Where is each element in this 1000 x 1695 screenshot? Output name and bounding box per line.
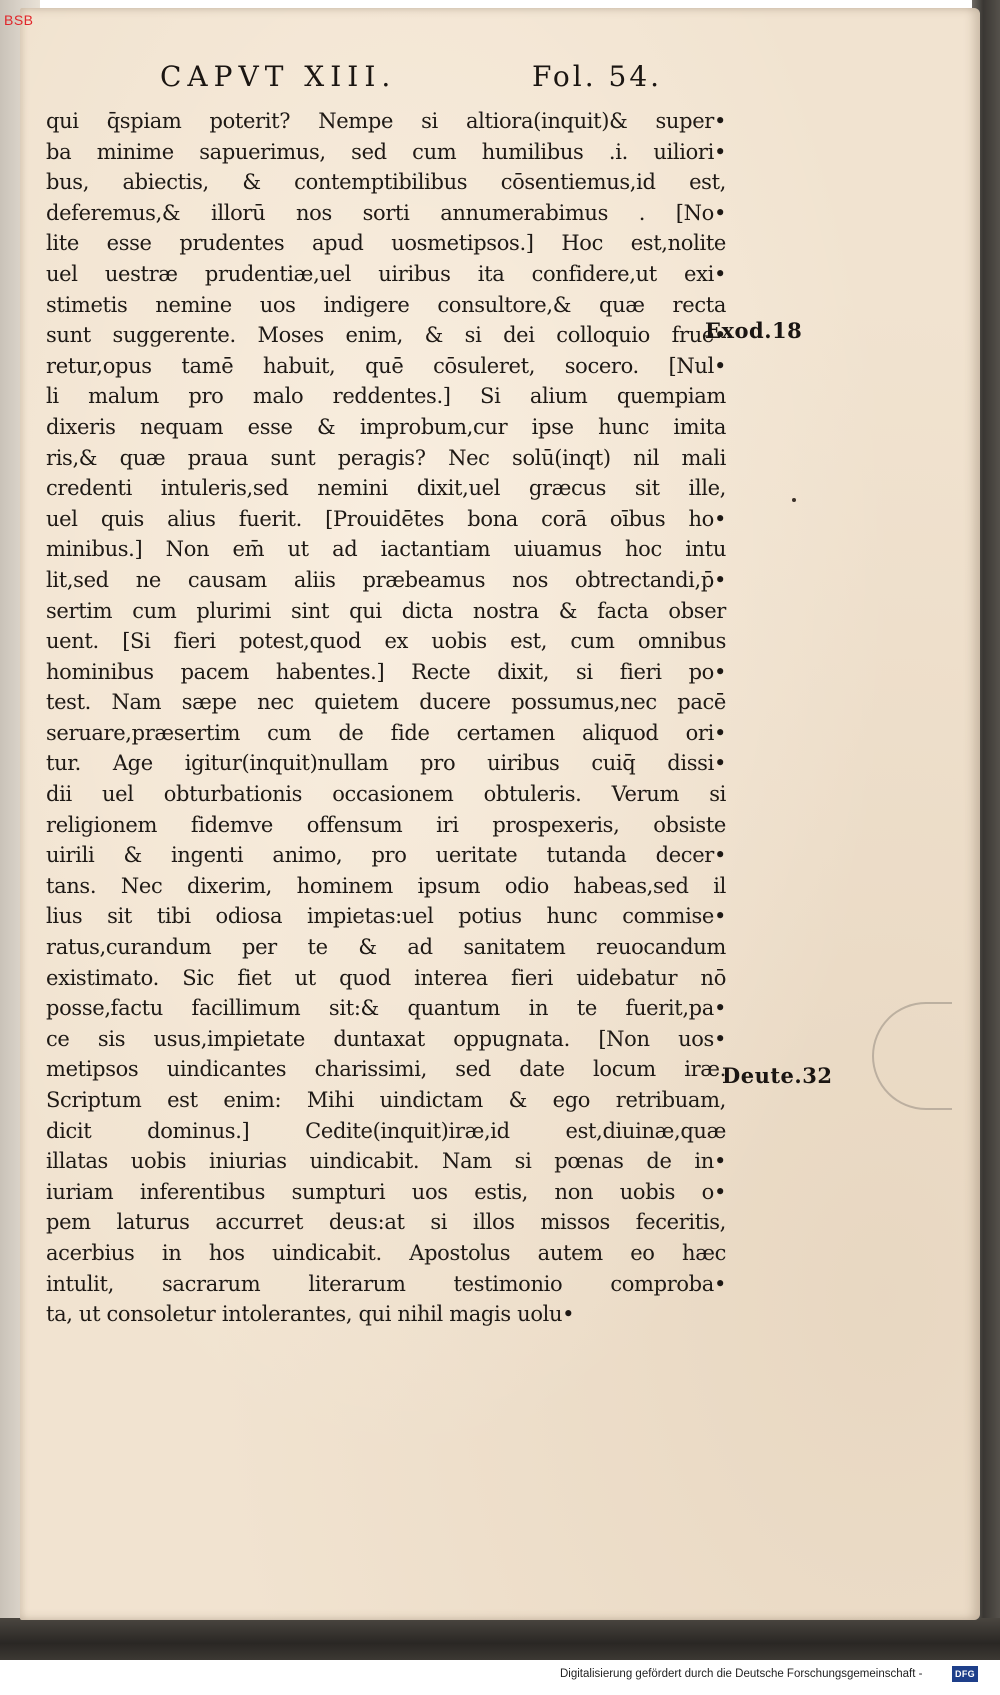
text-line: bus, abiectis, & contemptibilibus cōsentiemus,id est,: [46, 170, 726, 195]
text-line: dixeris nequam esse & improbum,cur ipse hunc imita: [46, 414, 726, 439]
text-line: iuriam inferentibus sumpturi uos estis, non uobis o•: [46, 1179, 726, 1204]
text-line: uel quis alius fuerit. [Prouidētes bona corā oībus ho•: [46, 506, 726, 531]
text-line: stimetis nemine uos indigere consultore,& quæ recta: [46, 292, 726, 317]
dfg-logo: DFG: [952, 1666, 978, 1682]
text-line: tur. Age igitur(inquit)nullam pro uiribus cuiq̄ dissi•: [46, 751, 726, 776]
bsb-watermark: BSB: [4, 12, 34, 28]
text-line: existimato. Sic fiet ut quod interea fieri uidebatur nō: [46, 965, 726, 990]
text-line: hominibus pacem habentes.] Recte dixit, si fieri po•: [46, 659, 726, 684]
text-line: Scriptum est enim: Mihi uindictam & ego retribuam,: [46, 1088, 726, 1112]
text-line: retur,opus tamē habuit, quē cōsuleret, socero. [Nul•: [46, 353, 726, 378]
text-line: religionem fidemve offensum iri prospexeris, obsiste: [46, 812, 726, 837]
text-line: uent. [Si fieri potest,quod ex uobis est, cum omnibus: [46, 629, 726, 654]
text-line: pem laturus accurret deus:at si illos missos feceritis,: [46, 1210, 726, 1235]
text-line: test. Nam sæpe nec quietem ducere possumus,nec pacē: [46, 690, 726, 715]
text-line: lius sit tibi odiosa impietas:uel potius hunc commise•: [46, 904, 726, 929]
text-line: dicit dominus.] Cedite(inquit)iræ,id est,diuinæ,quæ: [46, 1118, 726, 1143]
text-line: uirili & ingenti animo, pro ueritate tutanda decer•: [46, 843, 726, 868]
text-line: sertim cum plurimi sint qui dicta nostra & facta obser: [46, 598, 726, 623]
text-line: tans. Nec dixerim, hominem ipsum odio habeas,sed il: [46, 873, 726, 898]
text-line: ta, ut consoletur intolerantes, qui nihil magis uolu•: [46, 1302, 575, 1327]
text-line: uel uestræ prudentiæ,uel uiribus ita confidere,ut exi•: [46, 261, 726, 286]
text-line: lite esse prudentes apud uosmetipsos.] Hoc est,nolite: [46, 231, 726, 256]
text-line: posse,factu facillimum sit:& quantum in te fuerit,pa•: [46, 996, 726, 1021]
margin-note-exodus: Exod.18: [705, 318, 803, 343]
text-line: ratus,curandum per te & ad sanitatem reuocandum: [46, 935, 726, 960]
text-line: ba minime sapuerimus, sed cum humilibus .i. uiliori•: [46, 139, 726, 164]
ink-speck: [792, 498, 796, 502]
text-line: seruare,præsertim cum de fide certamen aliquod ori•: [46, 720, 726, 745]
margin-note-deuteronomy: Deute.32: [722, 1063, 833, 1088]
digitization-credit: Digitalisierung gefördert durch die Deutsche Forschungsgemeinschaft -: [560, 1668, 923, 1680]
text-line: li malum pro malo reddentes.] Si alium quempiam: [46, 384, 726, 409]
text-line: illatas uobis iniurias uindicabit. Nam si pœnas de in•: [46, 1149, 726, 1174]
chapter-heading: CAPVT XIII.: [160, 60, 397, 93]
text-line: dii uel obturbationis occasionem obtuleris. Verum si: [46, 782, 726, 807]
text-line: acerbius in hos uindicabit. Apostolus autem eo hæc: [46, 1240, 726, 1265]
book-binding-edge-bottom: [0, 1618, 1000, 1660]
text-line: sunt suggerente. Moses enim, & si dei colloquio frue•: [46, 323, 726, 348]
folio-number: Fol. 54.: [532, 60, 663, 93]
text-line: credenti intuleris,sed nemini dixit,uel græcus sit ille,: [46, 476, 726, 501]
body-text: [46, 106, 726, 1330]
running-head: [160, 60, 720, 100]
text-line: deferemus,& illorū nos sorti annumerabimus . [No•: [46, 200, 726, 225]
text-line: metipsos uindicantes charissimi, sed date locum iræ.: [46, 1057, 726, 1082]
text-line: intulit, sacrarum literarum testimonio comproba•: [46, 1271, 726, 1296]
text-line: ce sis usus,impietate duntaxat oppugnata. [Non uos•: [46, 1026, 726, 1051]
text-line: qui q̄spiam poterit? Nempe si altiora(inquit)& super•: [46, 109, 726, 133]
text-line: minibus.] Non em̄ ut ad iactantiam uiuamus hoc intu: [46, 537, 726, 562]
text-line: lit,sed ne causam aliis præbeamus nos obtrectandi,p̄•: [46, 567, 726, 592]
text-line: ris,& quæ praua sunt peragis? Nec solū(inqt) nil mali: [46, 445, 726, 470]
